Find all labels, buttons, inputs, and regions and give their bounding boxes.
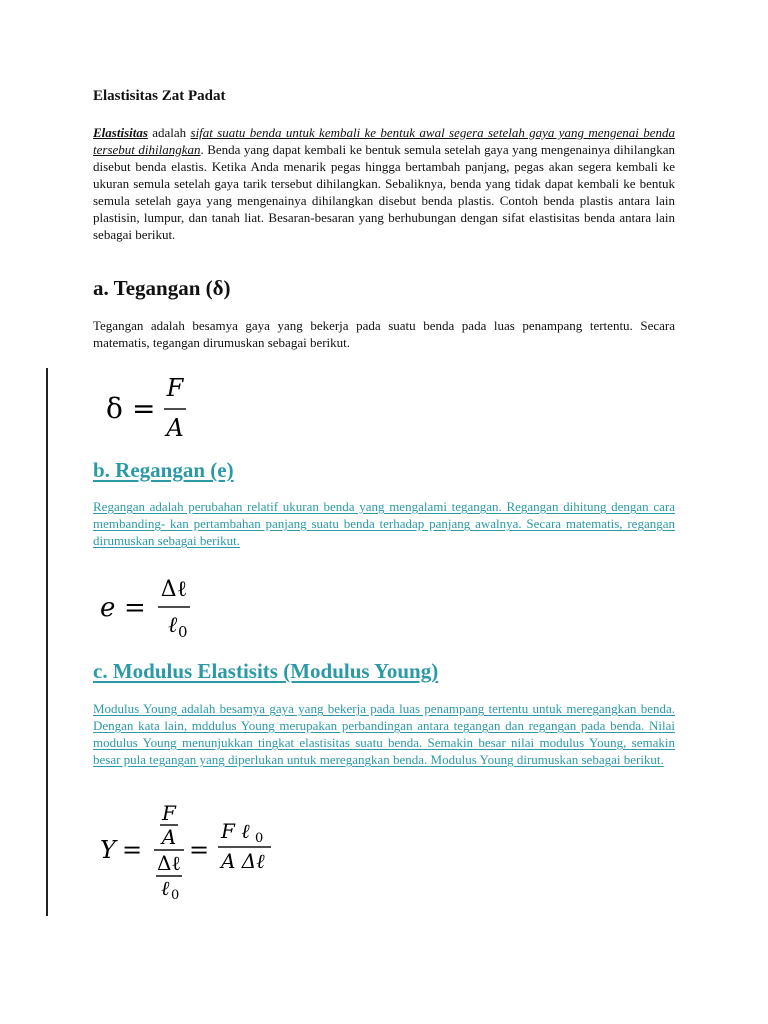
intro-definition: sifat suatu benda untuk kembali ke bentuk awal segera setelah gaya yang mengenai benda tersebut dihilangkan [93, 125, 675, 157]
intro-body: . Benda yang dapat kembali ke bentuk semula setelah gaya yang mengenainya dihilangkan disebut benda elastis. Ketika Anda menarik pegas hingga bertambah panjang, pegas akan segera kembali ke ukuran semula setelah gaya tarik tersebut dihilangkan. Sebaliknya, benda yang tidak dapat kembali ke bentuk semula setelah gaya yang mengenainya dihilangkan disebut benda plastis. Contoh benda plastis antara lain plastisin, lumpur, dan tanah liat. Besaran-besaran yang berhubungan dengan sifat elastisitas benda antara lain sebagai berikut. [93, 142, 675, 242]
formula-regangan-lhs: e [100, 593, 116, 623]
formula-young-rhs-num: F ℓ [221, 819, 250, 843]
formula-young-den-bottom: ℓ [161, 876, 170, 900]
page-title: Elastisitas Zat Padat [93, 88, 226, 104]
formula-young-den-bottom-sub: 0 [171, 888, 180, 903]
formula-young-num-top: F [162, 801, 176, 825]
heading-tegangan: a. Tegangan (δ) [93, 276, 231, 300]
formula-young-lhs: Y [100, 836, 116, 864]
formula-tegangan [100, 370, 210, 453]
margin-rule [46, 368, 48, 916]
paragraph-tegangan: Tegangan adalah besamya gaya yang bekerja pada suatu benda pada luas penampang tertentu. Secara matematis, tegangan dirumuskan sebagai berikut. [93, 318, 675, 350]
paragraph-modulus-young[interactable]: Modulus Young adalah besamya gaya yang bekerja pada luas penampang tertentu untuk meregangkan benda. Dengan kata lain, mddulus Young merupakan perbandingan antara tegangan dan regangan pada benda. Nilai modulus Young menunjukkan tingkat elastisitas suatu benda. Semakin besar nilai modulus Young, semakin besar pula tegangan yang diperlukan untuk meregangkan benda. Modulus Young dirumuskan sebagai berikut. [93, 701, 675, 767]
formula-tegangan-eq: = [132, 392, 156, 425]
formula-regangan-den-sub: 0 [178, 623, 188, 641]
heading-modulus-young: c. Modulus Elastisits (Modulus Young) [93, 659, 439, 683]
formula-modulus-young [96, 800, 296, 909]
formula-regangan [96, 570, 206, 649]
intro-term: Elastisitas [93, 125, 148, 140]
formula-young-rhs-num-sub: 0 [255, 831, 264, 846]
formula-young-rhs-den: A Δℓ [221, 849, 265, 873]
formula-regangan-den: ℓ [168, 613, 178, 638]
formula-young-num-bottom: A [161, 825, 177, 849]
formula-tegangan-lhs: δ [106, 392, 123, 425]
formula-tegangan-num: F [166, 374, 184, 402]
intro-paragraph [93, 124, 675, 243]
heading-regangan: b. Regangan (e) [93, 458, 234, 482]
formula-young-eq2: = [189, 836, 210, 864]
formula-young-eq1: = [122, 836, 143, 864]
formula-regangan-eq: = [124, 593, 146, 623]
formula-young-den-top: Δℓ [156, 851, 182, 875]
intro-connector: adalah [147, 125, 191, 140]
formula-tegangan-den: A [166, 414, 184, 442]
paragraph-regangan[interactable]: Regangan adalah perubahan relatif ukuran benda yang mengalami tegangan. Regangan dihitung dengan cara membanding- kan pertambahan panjang suatu benda terhadap panjang awalnya. Secara matematis, regangan dirumuskan sebagai berikut. [93, 499, 675, 548]
formula-regangan-num: Δℓ [160, 577, 188, 602]
